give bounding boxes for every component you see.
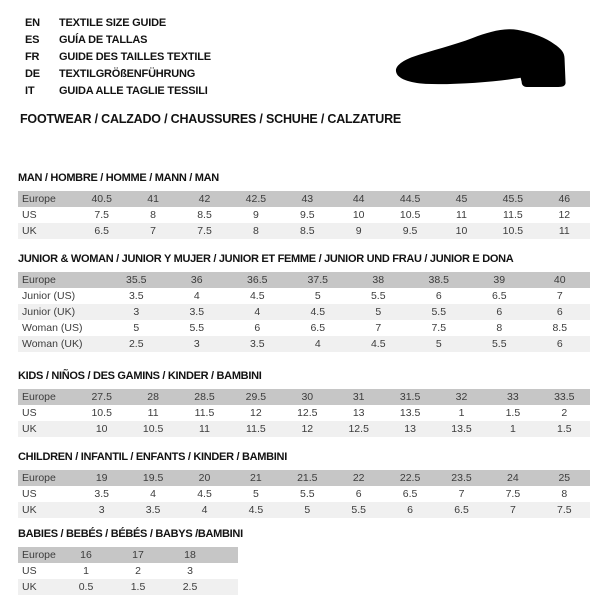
size-value: 6.5 — [491, 290, 507, 302]
size-value: 6 — [254, 322, 261, 334]
size-value: 33 — [507, 391, 519, 403]
size-value: 20 — [198, 472, 211, 484]
size-value: 43 — [301, 193, 314, 205]
size-value: 7.5 — [556, 504, 572, 516]
table-header-row — [18, 470, 590, 486]
size-value: 18 — [184, 549, 196, 561]
size-value: 5 — [304, 504, 311, 516]
table-title: MAN / HOMBRE / HOMME / MANN / MAN — [18, 172, 219, 184]
size-value: 35.5 — [126, 274, 147, 286]
size-value: 6 — [556, 338, 563, 350]
size-value: 10.5 — [91, 407, 112, 419]
size-value: 3.5 — [128, 290, 144, 302]
table-title: KIDS / NIÑOS / DES GAMINS / KINDER / BAMBINI — [18, 370, 262, 382]
size-value: 9.5 — [299, 209, 315, 221]
size-value: 6 — [556, 306, 563, 318]
row-label: Europe — [22, 193, 56, 205]
size-value: 8.5 — [299, 225, 315, 237]
size-table-children — [18, 470, 590, 518]
size-value: 7 — [150, 225, 157, 237]
row-label: Junior (UK) — [22, 306, 76, 318]
size-value: 44.5 — [399, 193, 421, 205]
size-value: 2 — [561, 407, 568, 419]
size-value: 16 — [80, 549, 92, 561]
size-value: 10 — [95, 423, 108, 435]
size-value: 3.5 — [94, 488, 109, 500]
size-value: 3.5 — [145, 504, 161, 516]
size-value: 11 — [199, 423, 210, 435]
size-table-section-babies — [18, 528, 590, 595]
size-value: 5 — [252, 488, 259, 500]
language-title: GUÍA DE TALLAS — [59, 33, 148, 46]
size-value: 38.5 — [428, 274, 449, 286]
size-value: 31 — [352, 391, 365, 403]
size-value: 8.5 — [197, 209, 212, 221]
language-code: IT — [25, 84, 35, 97]
size-value: 3.5 — [189, 306, 205, 318]
size-value: 25 — [558, 472, 571, 484]
size-value: 7.5 — [94, 209, 109, 221]
size-value: 1 — [83, 565, 89, 577]
table-row — [18, 288, 590, 304]
size-value: 4 — [254, 306, 261, 318]
size-value: 45.5 — [502, 193, 524, 205]
size-value: 4 — [201, 504, 208, 516]
size-value: 24 — [507, 472, 519, 484]
size-value: 31.5 — [399, 391, 421, 403]
size-value: 21.5 — [297, 472, 318, 484]
row-label: Europe — [22, 472, 56, 484]
size-value: 2.5 — [182, 581, 198, 593]
size-value: 30 — [301, 391, 314, 403]
size-value: 6.5 — [310, 322, 326, 334]
table-row — [18, 223, 590, 239]
size-value: 11.5 — [194, 407, 215, 419]
row-label: UK — [22, 423, 37, 435]
size-value: 19.5 — [142, 472, 164, 484]
size-value: 29.5 — [245, 391, 267, 403]
size-value: 8 — [252, 225, 259, 237]
size-value: 5.5 — [351, 504, 366, 516]
size-value: 6.5 — [454, 504, 469, 516]
table-row — [18, 579, 238, 595]
language-code: DE — [25, 67, 40, 80]
row-label: Europe — [22, 549, 56, 561]
size-tables — [18, 172, 590, 595]
size-value: 40 — [553, 274, 566, 286]
table-row — [18, 486, 590, 502]
size-value: 38 — [372, 274, 385, 286]
size-value: 3 — [193, 338, 200, 350]
table-row — [18, 502, 590, 518]
size-value: 6.5 — [402, 488, 418, 500]
size-value: 2.5 — [128, 338, 144, 350]
page-header — [18, 14, 590, 127]
size-value: 7.5 — [505, 488, 521, 500]
size-value: 12 — [558, 209, 571, 221]
size-value: 12 — [250, 407, 262, 419]
size-value: 5.5 — [189, 322, 205, 334]
size-value: 13.5 — [451, 423, 472, 435]
row-label: Junior (US) — [22, 290, 76, 302]
size-value: 9 — [252, 209, 259, 221]
shoe-icon — [393, 24, 587, 102]
size-value: 5 — [435, 338, 442, 350]
language-title: GUIDE DES TAILLES TEXTILE — [59, 50, 211, 63]
size-value: 5 — [133, 322, 140, 334]
size-value: 4.5 — [248, 504, 264, 516]
size-value: 4 — [193, 290, 200, 302]
table-header-row — [18, 547, 238, 563]
size-table-section-children — [18, 451, 590, 518]
size-value: 1.5 — [505, 407, 521, 419]
size-table-kids — [18, 389, 590, 437]
row-label: UK — [22, 504, 37, 516]
size-value: 9 — [355, 225, 362, 237]
size-value: 9.5 — [402, 225, 418, 237]
size-value: 13.5 — [399, 407, 421, 419]
row-label: Europe — [22, 391, 56, 403]
size-value: 33.5 — [554, 391, 575, 403]
row-label: UK — [22, 225, 37, 237]
size-value: 5.5 — [431, 306, 447, 318]
size-table-man — [18, 191, 590, 239]
size-value: 4.5 — [197, 488, 212, 500]
table-header-row — [18, 272, 590, 288]
size-value: 22.5 — [399, 472, 421, 484]
size-value: 28 — [147, 391, 159, 403]
language-title: TEXTILE SIZE GUIDE — [59, 16, 167, 29]
size-value: 39 — [493, 274, 506, 286]
size-value: 44 — [352, 193, 365, 205]
table-header-row — [18, 191, 590, 207]
table-row — [18, 207, 590, 223]
size-value: 40.5 — [91, 193, 112, 205]
size-value: 10 — [455, 225, 468, 237]
size-value: 17 — [132, 549, 144, 561]
table-title: CHILDREN / INFANTIL / ENFANTS / KINDER / BAMBINI — [18, 451, 287, 463]
size-value: 3 — [133, 306, 140, 318]
size-value: 5 — [375, 306, 382, 318]
size-value: 8.5 — [552, 322, 568, 334]
table-title: BABIES / BEBÉS / BÉBÉS / BABYS /BAMBINI — [18, 528, 243, 540]
size-value: 46 — [558, 193, 571, 205]
size-value: 36.5 — [247, 274, 268, 286]
size-value: 11 — [147, 407, 159, 419]
row-label: US — [22, 209, 37, 221]
table-row — [18, 563, 238, 579]
size-value: 2 — [135, 565, 141, 577]
size-value: 10.5 — [142, 423, 164, 435]
size-value: 5.5 — [299, 488, 315, 500]
category-title: FOOTWEAR / CALZADO / CHAUSSURES / SCHUHE / CALZATURE — [20, 112, 402, 126]
table-row — [18, 336, 590, 352]
size-value: 6 — [355, 488, 362, 500]
row-label: US — [22, 565, 37, 577]
language-title: GUIDA ALLE TAGLIE TESSILI — [59, 84, 208, 97]
size-value: 4 — [314, 338, 321, 350]
size-value: 12.5 — [297, 407, 318, 419]
size-value: 7 — [556, 290, 563, 302]
language-code: FR — [25, 50, 40, 63]
size-value: 19 — [95, 472, 108, 484]
size-value: 36 — [190, 274, 203, 286]
size-value: 6.5 — [94, 225, 109, 237]
language-title: TEXTILGRÖßENFÜHRUNG — [59, 67, 196, 80]
size-value: 8 — [150, 209, 157, 221]
size-value: 13 — [404, 423, 416, 435]
size-value: 4.5 — [370, 338, 386, 350]
size-value: 11.5 — [503, 209, 523, 221]
size-value: 11 — [456, 209, 467, 221]
size-value: 37.5 — [307, 274, 328, 286]
size-value: 1 — [509, 423, 516, 435]
size-value: 12 — [301, 423, 314, 435]
size-value: 7 — [458, 488, 465, 500]
size-value: 0.5 — [78, 581, 94, 593]
table-title: JUNIOR & WOMAN / JUNIOR Y MUJER / JUNIOR ET FEMME / JUNIOR UND FRAU / JUNIOR E DONA — [18, 253, 514, 265]
size-value: 10 — [352, 209, 365, 221]
language-code: ES — [25, 33, 40, 46]
size-value: 8 — [496, 322, 503, 334]
size-value: 1.5 — [556, 423, 572, 435]
table-header-row — [18, 389, 590, 405]
size-table-section-junior-woman — [18, 253, 590, 352]
size-value: 42 — [198, 193, 211, 205]
size-value: 7 — [509, 504, 516, 516]
size-value: 7.5 — [197, 225, 212, 237]
size-value: 3 — [187, 565, 193, 577]
size-table-section-kids — [18, 370, 590, 437]
size-value: 4 — [150, 488, 157, 500]
row-label: UK — [22, 581, 37, 593]
size-value: 10.5 — [399, 209, 421, 221]
size-value: 5 — [314, 290, 321, 302]
size-table-section-man — [18, 172, 590, 239]
size-value: 5.5 — [370, 290, 386, 302]
table-row — [18, 421, 590, 437]
size-value: 7.5 — [431, 322, 447, 334]
size-value: 7 — [375, 322, 382, 334]
row-label: US — [22, 407, 37, 419]
size-value: 3 — [98, 504, 105, 516]
size-value: 1.5 — [130, 581, 146, 593]
size-value: 6 — [496, 306, 503, 318]
size-value: 4.5 — [249, 290, 265, 302]
table-row — [18, 320, 590, 336]
language-code: EN — [25, 16, 40, 29]
size-value: 6 — [435, 290, 442, 302]
row-label: US — [22, 488, 37, 500]
row-label: Europe — [22, 274, 56, 286]
size-value: 11 — [558, 225, 570, 237]
size-value: 5.5 — [491, 338, 507, 350]
size-value: 22 — [352, 472, 365, 484]
size-value: 12.5 — [348, 423, 369, 435]
size-value: 11.5 — [246, 423, 266, 435]
size-value: 13 — [352, 407, 365, 419]
row-label: Woman (US) — [22, 322, 83, 334]
size-value: 3.5 — [249, 338, 265, 350]
table-row — [18, 405, 590, 421]
size-table-babies — [18, 547, 590, 595]
row-label: Woman (UK) — [22, 338, 83, 350]
size-value: 41 — [147, 193, 159, 205]
size-value: 1 — [458, 407, 465, 419]
size-value: 28.5 — [194, 391, 215, 403]
size-value: 23.5 — [451, 472, 472, 484]
size-value: 8 — [561, 488, 568, 500]
size-value: 21 — [250, 472, 262, 484]
size-value: 42.5 — [245, 193, 267, 205]
shoe-icon-svg — [393, 24, 587, 102]
size-value: 6 — [407, 504, 414, 516]
size-value: 10.5 — [502, 225, 524, 237]
size-value: 27.5 — [91, 391, 112, 403]
size-value: 45 — [455, 193, 468, 205]
size-value: 4.5 — [310, 306, 326, 318]
table-row — [18, 304, 590, 320]
size-value: 32 — [455, 391, 468, 403]
size-table-junior-woman — [18, 272, 590, 352]
